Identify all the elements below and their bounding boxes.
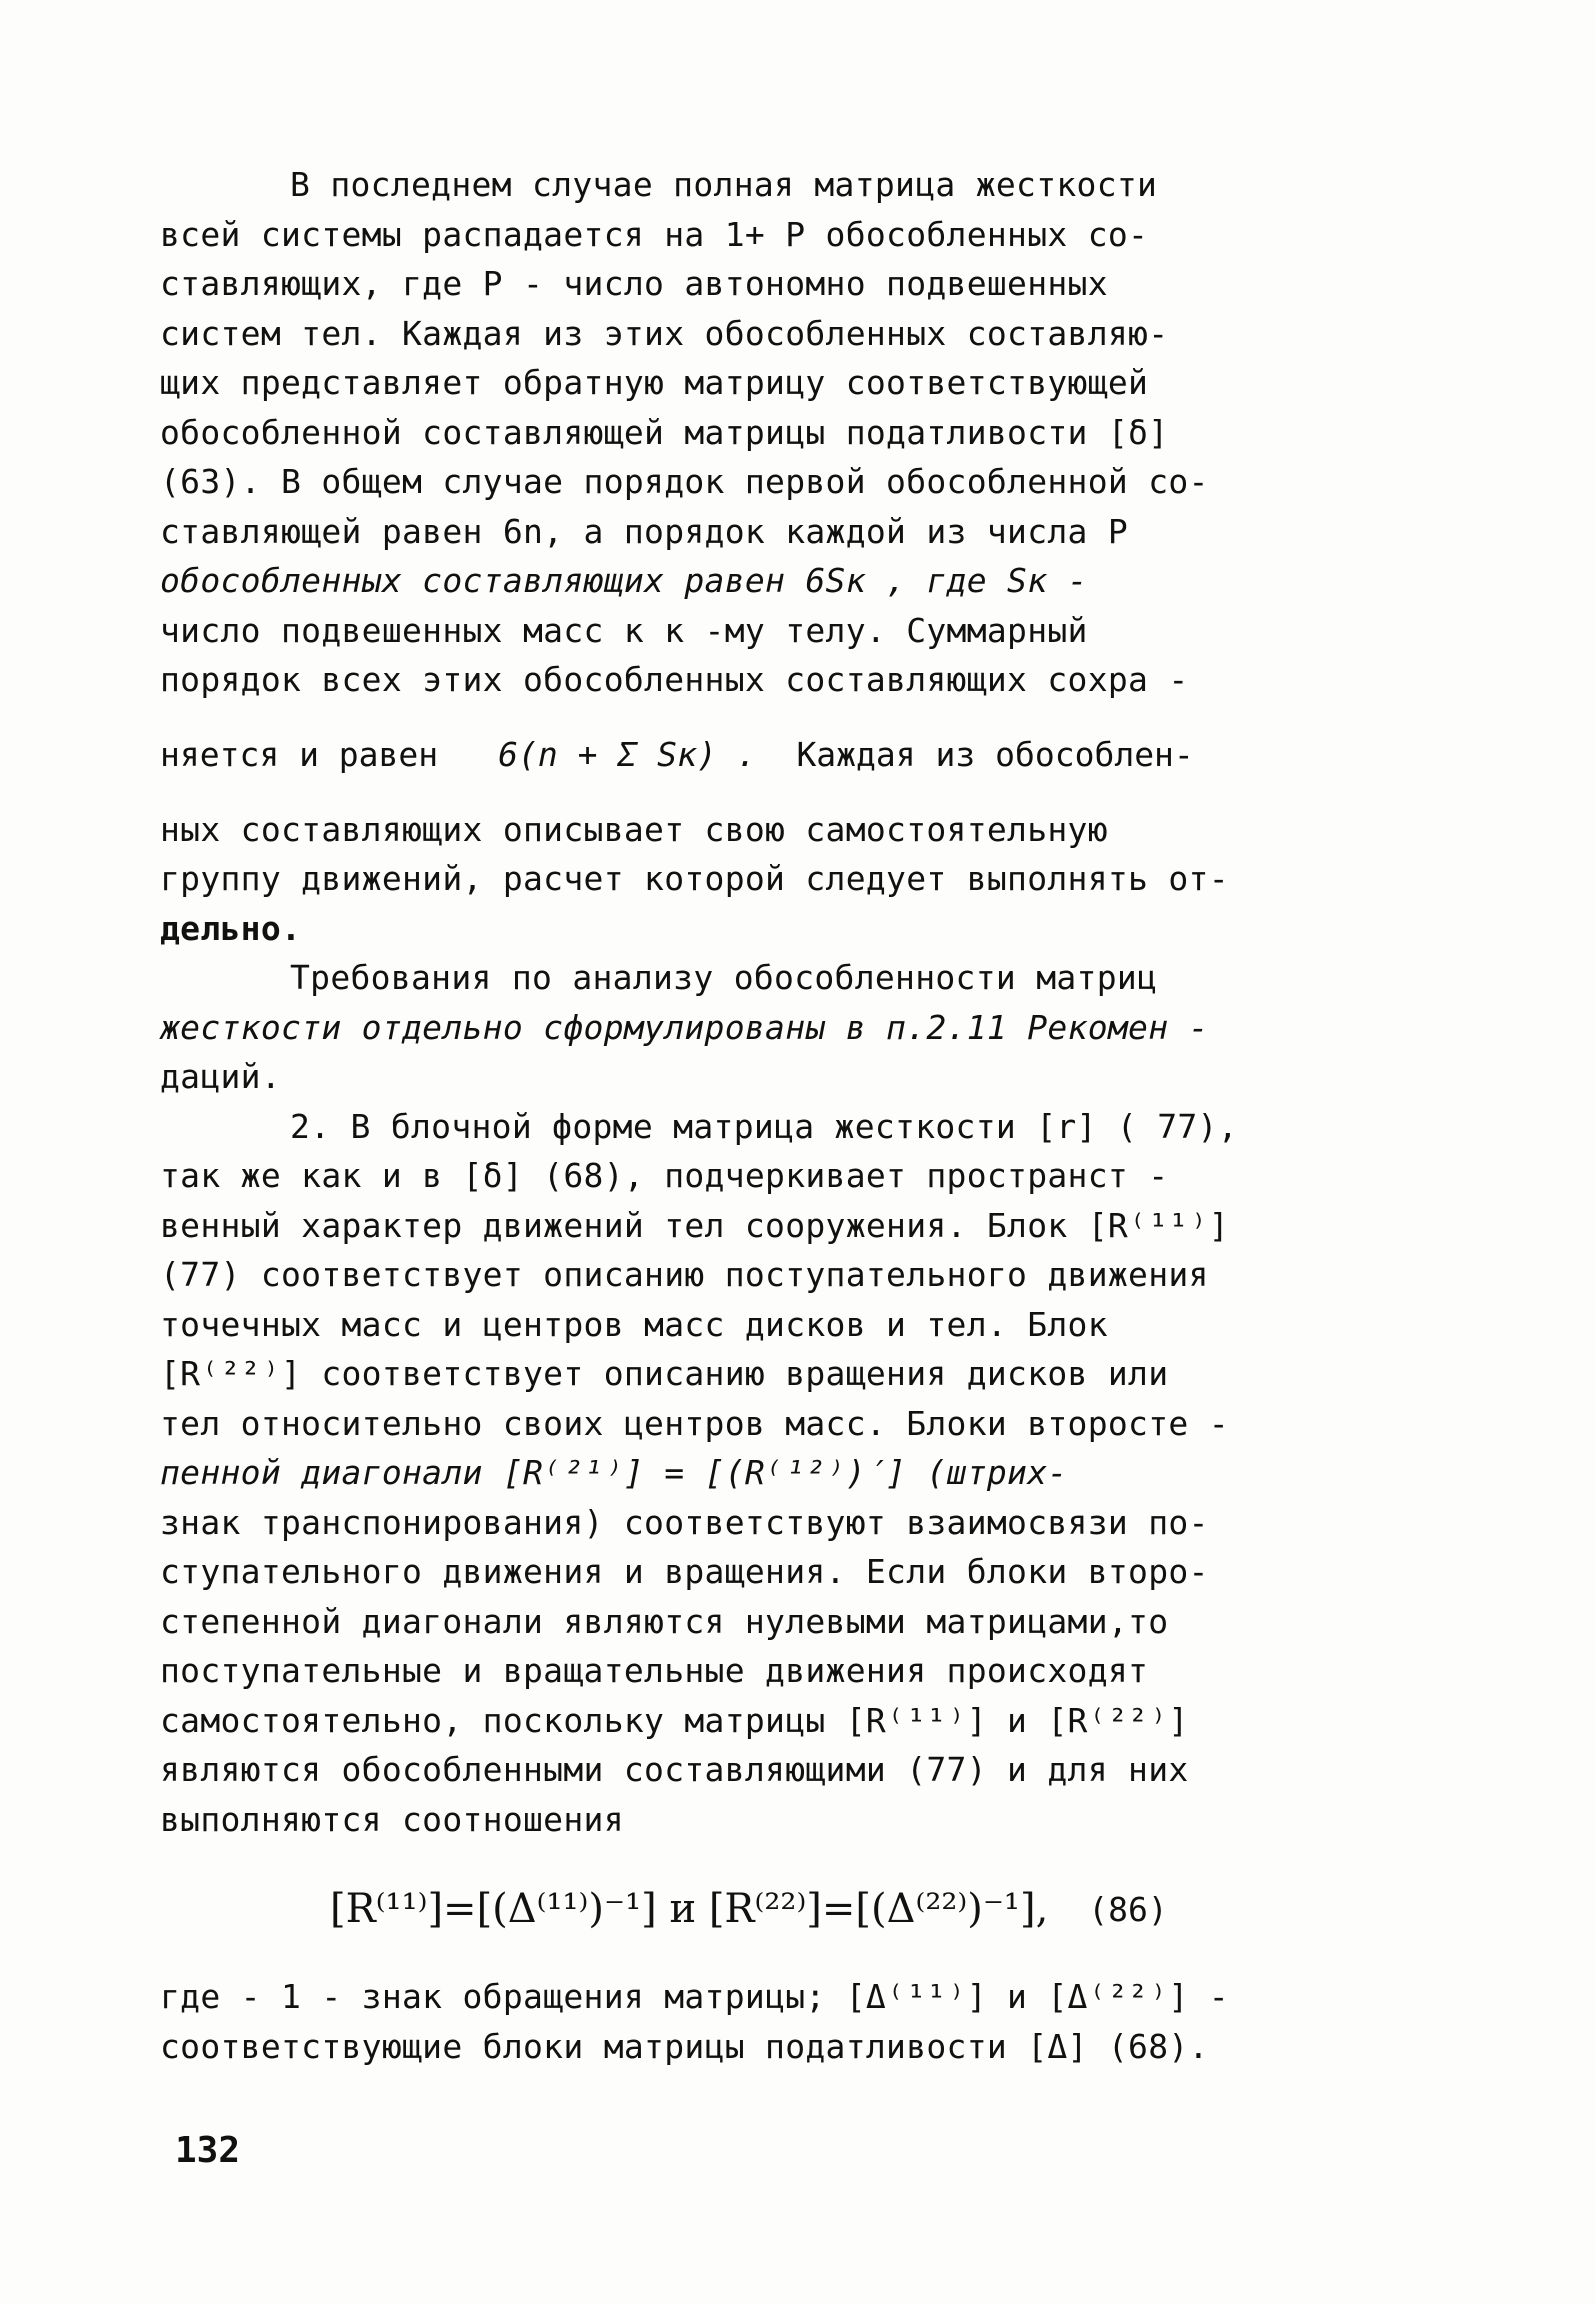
text-line: обособленной составляющей матрицы податливости [δ] (160, 412, 1169, 452)
text-line: где - 1 - знак обращения матрицы; [Δ⁽¹¹⁾] и [Δ⁽²²⁾] - (160, 1977, 1229, 2016)
equation-86 (160, 1854, 1480, 1964)
text-line: венный характер движений тел сооружения. Блок [R⁽¹¹⁾] (160, 1205, 1229, 1245)
text-line: пенной диагонали [R⁽²¹⁾] = [(R⁽¹²⁾)′] (штрих- (160, 1453, 1068, 1492)
text-line: ставляющих, где P - число автономно подвешенных (160, 264, 1108, 303)
text-line: число подвешенных масс к к -му телу. Суммарный (160, 610, 1088, 650)
text-line: поступательные и вращательные движения происходят (160, 1651, 1149, 1690)
text-line: соответствующие блоки матрицы податливости [Δ] (68). (160, 2026, 1209, 2066)
paragraph-after-equation (160, 1972, 1480, 2071)
text-line: Требования по анализу обособленности матриц (290, 958, 1158, 997)
equation-number: (86) (1088, 1889, 1168, 1929)
text-line: (63). В общем случае порядок первой обособленной со- (160, 462, 1209, 501)
text-line: 2. В блочной форме матрица жесткости [r] ( 77), (290, 1106, 1238, 1146)
text-line: (77) соответствует описанию поступательного движения (160, 1255, 1209, 1294)
inline-formula: 6(n + Σ Sк) . (498, 734, 757, 774)
text-line: являются обособленными составляющими (77) и для них (160, 1750, 1189, 1789)
text-line: ступательного движения и вращения. Если блоки второ- (160, 1552, 1209, 1591)
text-line: систем тел. Каждая из этих обособленных составляю- (160, 313, 1169, 353)
formula-line-prefix: няется и равен (160, 734, 439, 774)
text-line: дельно. (160, 908, 302, 948)
text-line: самостоятельно, поскольку матрицы [R⁽¹¹⁾] и [R⁽²²⁾] (160, 1700, 1189, 1740)
text-line: В последнем случае полная матрица жесткости (290, 165, 1158, 204)
text-line: жесткости отдельно сформулированы в п.2.11 Рекомен - (160, 1007, 1209, 1047)
text-line: ставляющей равен 6n, а порядок каждой из числа P (160, 511, 1129, 551)
equation-expression: [R⁽¹¹⁾]=[(Δ⁽¹¹⁾)⁻¹] и [R⁽²²⁾]=[(Δ⁽²²⁾)⁻¹], (330, 1886, 1049, 1932)
paragraph-2 (160, 953, 1480, 1102)
text-line: порядок всех этих обособленных составляющих сохра - (160, 660, 1189, 699)
text-line: щих представляет обратную матрицу соответствующей (160, 363, 1149, 402)
formula-line (160, 705, 1480, 805)
text-line: обособленных составляющих равен 6Sк , где Sк - (160, 561, 1088, 600)
page-number: 132 (175, 2130, 241, 2171)
text-line: степенной диагонали являются нулевыми матрицами,то (160, 1601, 1169, 1641)
text-line: [R⁽²²⁾] соответствует описанию вращения дисков или (160, 1354, 1169, 1393)
paragraph-1 (160, 160, 1480, 953)
body-text (160, 160, 1480, 2071)
text-line: так же как и в [δ] (68), подчеркивает пространст - (160, 1156, 1169, 1195)
paragraph-3 (160, 1102, 1480, 1845)
text-line: выполняются соотношения (160, 1799, 624, 1839)
text-line: знак транспонирования) соответствуют взаимосвязи по- (160, 1502, 1209, 1542)
text-line: тел относительно своих центров масс. Блоки второсте - (160, 1403, 1229, 1443)
text-line: ных составляющих описывает свою самостоятельную (160, 809, 1108, 849)
formula-line-suffix: Каждая из обособлен- (796, 734, 1194, 774)
text-line: группу движений, расчет которой следует выполнять от- (160, 859, 1229, 898)
text-line: точечных масс и центров масс дисков и тел. Блок (160, 1304, 1108, 1344)
text-line: даций. (160, 1057, 282, 1096)
text-line: всей системы распадается на 1+ P обособленных со- (160, 214, 1149, 254)
